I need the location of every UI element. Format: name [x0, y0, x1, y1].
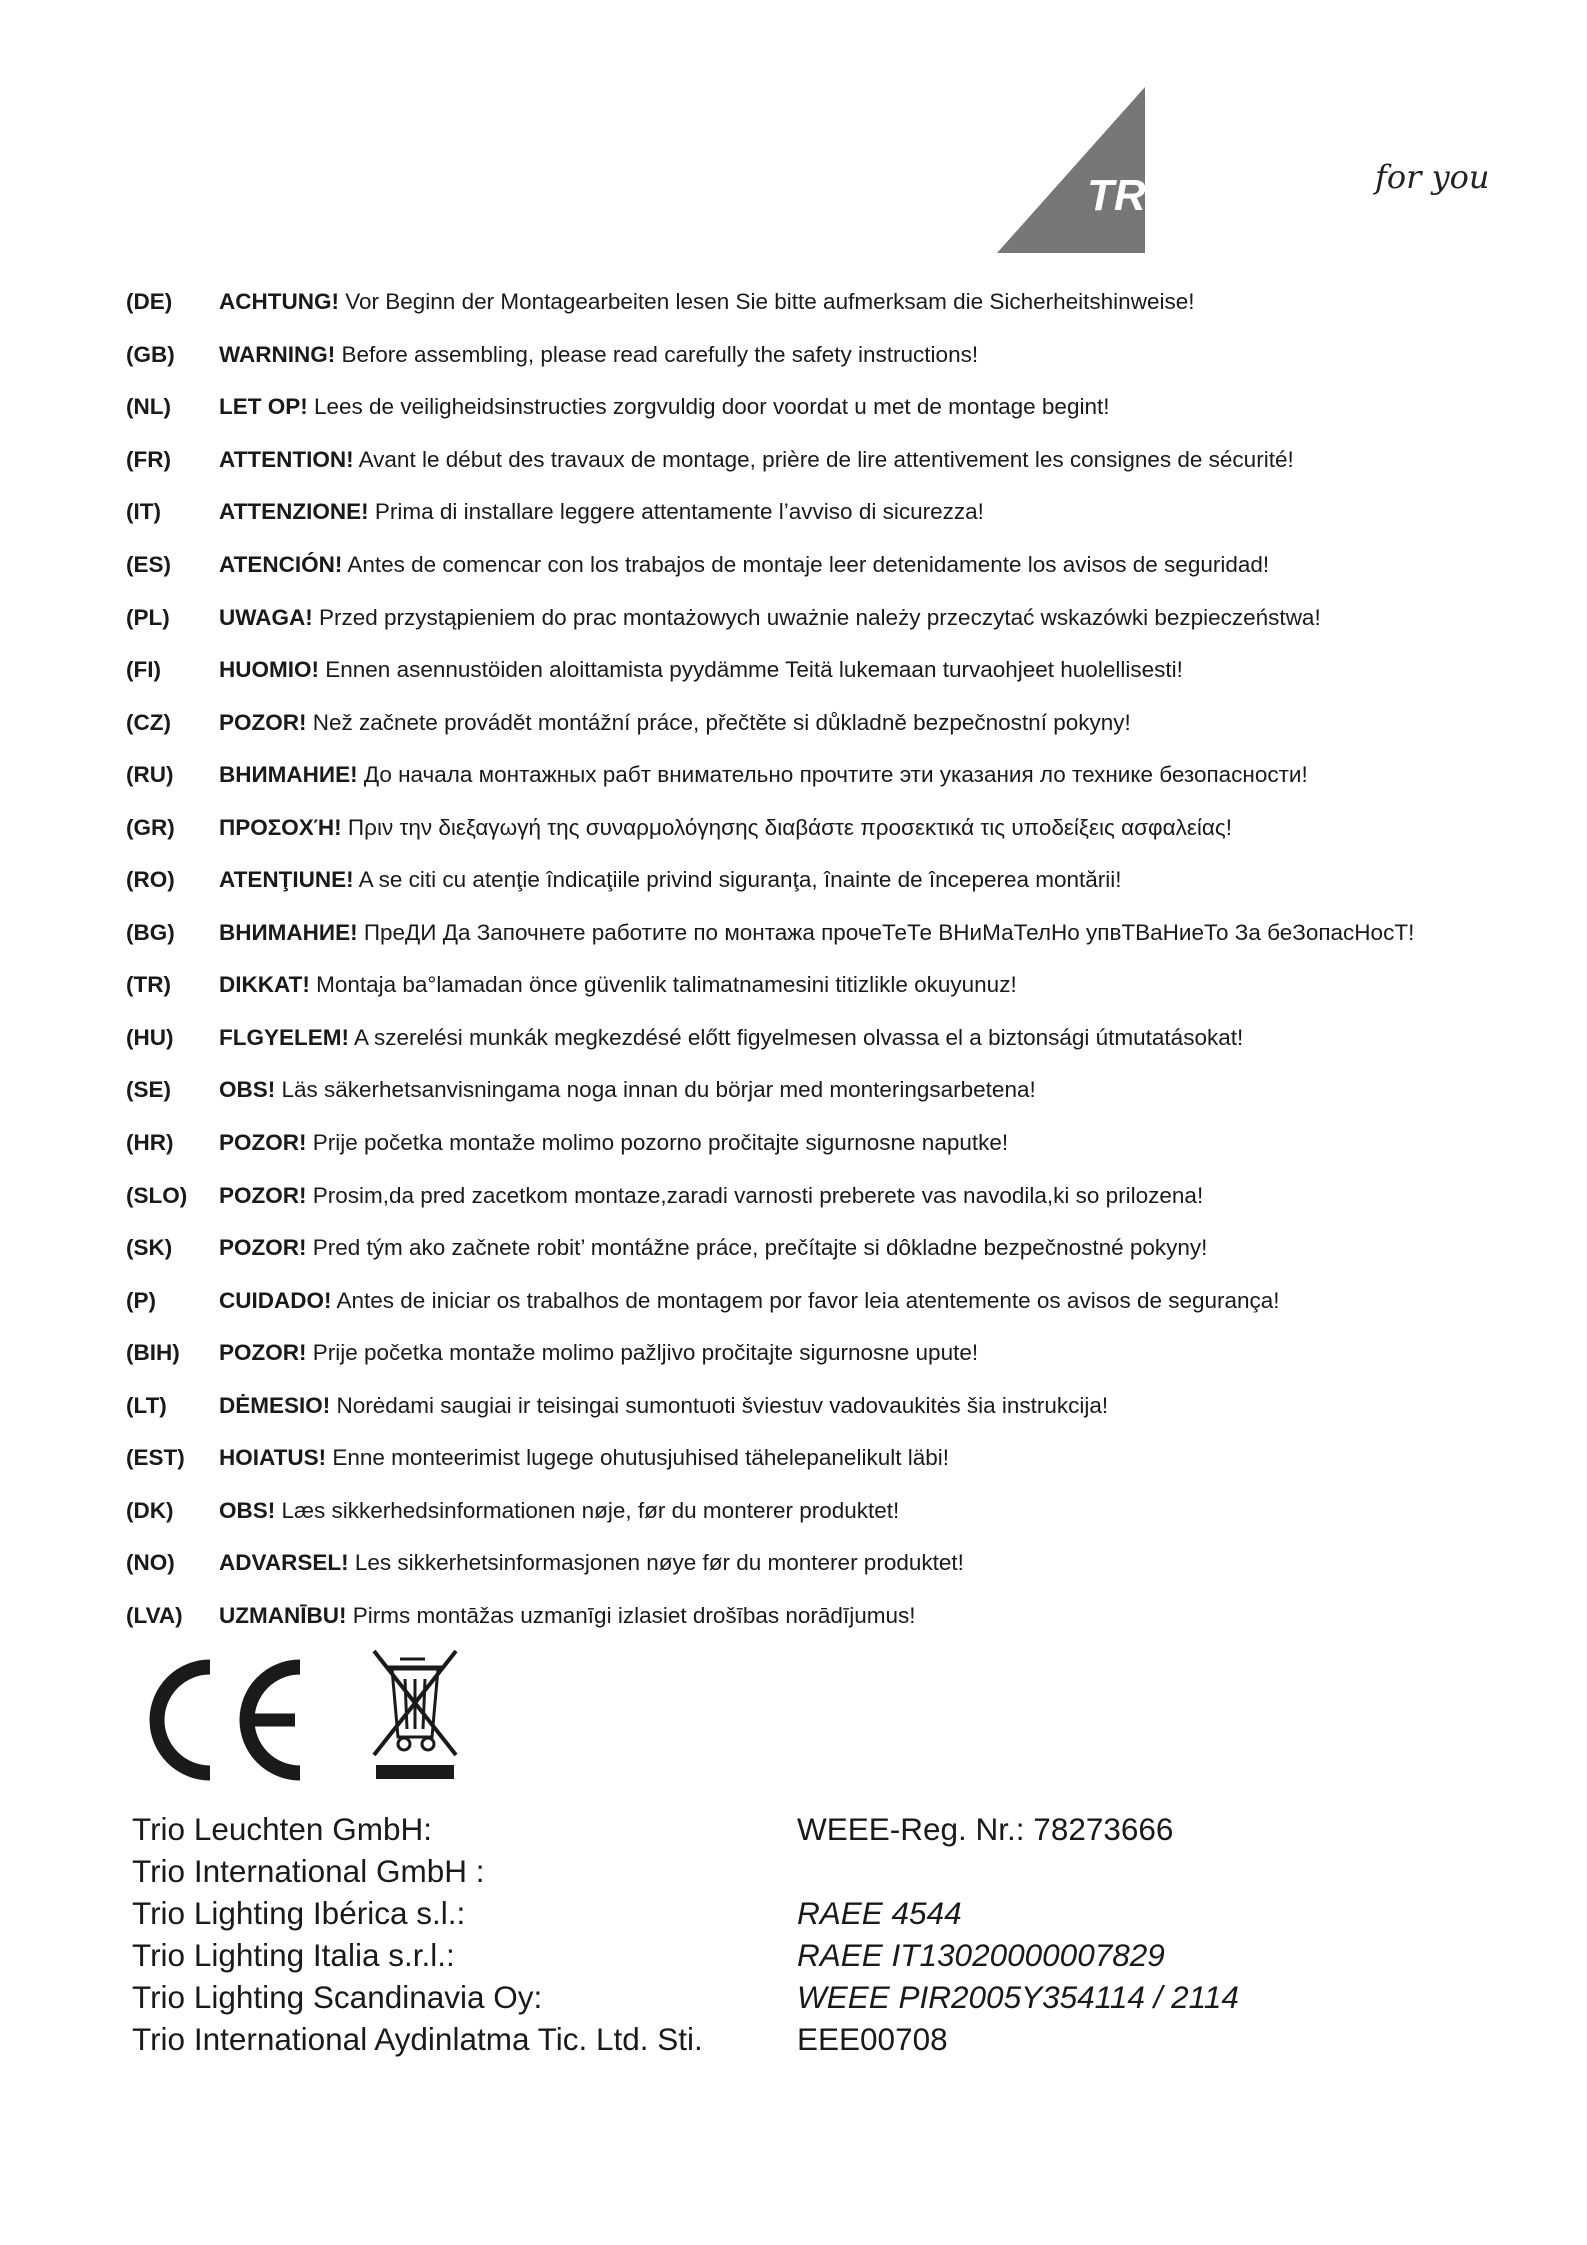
- language-code: (NO): [126, 1550, 175, 1576]
- warning-text: Prije početka montaže molimo pozorno pročitajte sigurnosne naputke!: [306, 1130, 1009, 1156]
- warning-row: [126, 959, 1546, 1012]
- warning-message: [219, 867, 1122, 893]
- language-code: (DK): [126, 1497, 174, 1523]
- warning-text: Prosim,da pred zacetkom montaze,zaradi varnosti preberete vas navodila,ki so prilozena!: [306, 1182, 1204, 1208]
- warning-message: [219, 1498, 899, 1524]
- warning-row: [126, 434, 1546, 487]
- warning-row: [126, 1327, 1546, 1380]
- warning-message: [219, 920, 1414, 946]
- warning-message: [219, 972, 1017, 998]
- company-registration: RAEE IT13020000007829: [797, 1937, 1165, 1973]
- warning-heading: LET OP!: [219, 394, 308, 420]
- company-name: Trio Lighting Ibérica s.l.:: [132, 1895, 466, 1931]
- warning-text: Before assembling, please read carefully the safety instructions!: [335, 341, 979, 367]
- ce-mark-icon: [140, 1655, 320, 1785]
- warning-heading: POZOR!: [219, 1235, 307, 1261]
- warning-row: [126, 1590, 1546, 1643]
- warning-heading: WARNING!: [219, 341, 336, 367]
- warning-text: ПреДИ Да Започнете работите по монтажа прочеТеТе ВНиМаТелНо упвТВаНиеТо За беЗопасНосТ!: [357, 919, 1415, 945]
- language-code: (RU): [126, 762, 174, 788]
- language-code: (SLO): [126, 1182, 188, 1208]
- warning-row: [126, 1379, 1546, 1432]
- language-code: (FR): [126, 446, 171, 472]
- warning-row: [126, 644, 1546, 697]
- company-registration: [797, 1850, 1239, 1892]
- warning-message: [219, 499, 984, 525]
- warning-message: [219, 1340, 978, 1366]
- warning-row: [126, 276, 1546, 329]
- warning-text: Antes de iniciar os trabalhos de montagem por favor leia atentemente os avisos de segurança!: [331, 1287, 1280, 1313]
- warning-message: [219, 1025, 1243, 1051]
- warning-row: [126, 696, 1546, 749]
- company-name: Trio Leuchten GmbH:: [132, 1811, 432, 1847]
- warning-heading: HUOMIO!: [219, 657, 319, 683]
- warning-heading: FLGYELEM!: [219, 1024, 349, 1050]
- language-code: (TR): [126, 972, 171, 998]
- warning-row: [126, 1274, 1546, 1327]
- language-code: (GB): [126, 341, 175, 367]
- warning-row: [126, 1117, 1546, 1170]
- company-registration: RAEE 4544: [797, 1895, 962, 1931]
- language-code: (FI): [126, 657, 161, 683]
- warning-heading: ATTENZIONE!: [219, 499, 369, 525]
- company-name: Trio Lighting Scandinavia Oy:: [132, 1979, 543, 2015]
- warning-heading: OBS!: [219, 1077, 276, 1103]
- warning-message: [219, 657, 1183, 683]
- warning-row: [126, 486, 1546, 539]
- warning-row: [126, 1222, 1546, 1275]
- warning-heading: ACHTUNG!: [219, 289, 339, 315]
- warning-message: [219, 447, 1294, 473]
- company-registration: WEEE-Reg. Nr.: 78273666: [797, 1811, 1174, 1847]
- language-code: (CZ): [126, 709, 171, 735]
- warning-message: [219, 1445, 949, 1471]
- warning-message: [219, 1183, 1203, 1209]
- warning-row: [126, 381, 1546, 434]
- language-code: (SK): [126, 1235, 173, 1261]
- warning-row: [126, 1485, 1546, 1538]
- warning-text: Antes de comencar con los trabajos de montaje leer detenidamente los avisos de seguridad!: [342, 552, 1270, 577]
- warning-heading: POZOR!: [219, 1340, 307, 1366]
- warning-heading: OBS!: [219, 1497, 276, 1523]
- warning-heading: ADVARSEL!: [219, 1550, 349, 1576]
- warning-heading: ВНИМАНИЕ!: [219, 919, 358, 945]
- language-code: (PL): [126, 604, 170, 630]
- warning-row: [126, 801, 1546, 854]
- warning-row: [126, 907, 1546, 960]
- company-registration: WEEE PIR2005Y354114 / 2114: [797, 1979, 1239, 2015]
- warning-text: Prije početka montaže molimo pažljivo pročitajte sigurnosne upute!: [306, 1340, 979, 1366]
- warning-text: Norėdami saugiai ir teisingai sumontuoti šviestuv vadovaukitės šia instrukcija!: [330, 1392, 1109, 1418]
- tagline: for you: [1375, 158, 1490, 196]
- warning-heading: ATENCIÓN!: [219, 552, 343, 577]
- warning-message: [219, 1130, 1008, 1156]
- logo-text: TRIO: [1087, 171, 1193, 220]
- warning-heading: DĖMESIO!: [219, 1392, 331, 1418]
- warning-heading: ATTENTION!: [219, 446, 354, 472]
- warning-heading: CUIDADO!: [219, 1287, 332, 1313]
- warning-message: [219, 342, 978, 368]
- warning-text: Než začnete provádět montážní práce, přečtěte si důkladně bezpečnostní pokyny!: [306, 709, 1131, 735]
- weee-bin-icon: [370, 1647, 460, 1782]
- trio-logo: [995, 85, 1195, 255]
- warning-heading: UWAGA!: [219, 604, 313, 630]
- warning-heading: DIKKAT!: [219, 972, 310, 998]
- company-name: Trio Lighting Italia s.r.l.:: [132, 1937, 455, 1973]
- logo-triangle: [997, 87, 1145, 253]
- warning-text: Avant le début des travaux de montage, prière de lire attentivement les consignes de sécurité!: [353, 446, 1294, 472]
- warning-row: [126, 854, 1546, 907]
- warning-message: [219, 1077, 1036, 1103]
- warning-text: Pred tým ako začnete robit’ montážne práce, prečítajte si dôkladne bezpečnostné pokyny!: [306, 1235, 1208, 1261]
- warning-message: [219, 762, 1308, 788]
- warning-text: Les sikkerhetsinformasjonen nøye før du monterer produktet!: [348, 1550, 964, 1576]
- warning-row: [126, 1432, 1546, 1485]
- warning-text: До начала монтажных рабт внимательно прочтите эти указания ло технике безопасности!: [357, 762, 1308, 788]
- language-code: (IT): [126, 499, 161, 525]
- warning-row: [126, 329, 1546, 382]
- warning-row: [126, 1012, 1546, 1065]
- company-list: [132, 1808, 703, 2060]
- language-code: (BG): [126, 919, 175, 945]
- language-code: (LT): [126, 1392, 167, 1418]
- warning-message: [219, 289, 1194, 315]
- warning-message: [219, 1550, 964, 1576]
- warning-message: [219, 815, 1232, 841]
- warning-text: A szerelési munkák megkezdésé előtt figyelmesen olvassa el a biztonsági útmutatásokat!: [349, 1024, 1244, 1050]
- warning-message: [219, 1288, 1280, 1314]
- company-name: Trio International GmbH :: [132, 1853, 485, 1889]
- warning-row: [126, 591, 1546, 644]
- warning-heading: HOIATUS!: [219, 1445, 327, 1471]
- language-code: (NL): [126, 394, 171, 420]
- warning-text: Pirms montāžas uzmanīgi izlasiet drošības norādījumus!: [346, 1602, 916, 1628]
- warning-text: Montaja ba°lamadan önce güvenlik talimatnamesini titizlikle okuyunuz!: [309, 972, 1017, 998]
- language-code: (EST): [126, 1445, 185, 1471]
- warning-row: [126, 749, 1546, 802]
- warning-heading: POZOR!: [219, 1130, 307, 1156]
- warning-heading: ATENŢIUNE!: [219, 867, 354, 893]
- language-code: (P): [126, 1287, 156, 1313]
- warning-text: Enne monteerimist lugege ohutusjuhised tähelepanelikult läbi!: [326, 1445, 949, 1471]
- warning-heading: POZOR!: [219, 1182, 307, 1208]
- warning-heading: ВНИМАНИЕ!: [219, 762, 358, 788]
- warning-text: Πριν την διεξαγωγή της συναρμολόγησης διαβάστε προσεκτικά τις υποδείξεις ασφαλείας!: [341, 814, 1232, 840]
- warning-heading: POZOR!: [219, 709, 307, 735]
- warning-text: Läs säkerhetsanvisningama noga innan du börjar med monteringsarbetena!: [275, 1077, 1036, 1103]
- warning-row: [126, 1537, 1546, 1590]
- warning-message: [219, 710, 1131, 736]
- warning-text: Lees de veiligheidsinstructies zorgvuldig door voordat u met de montage begint!: [307, 394, 1110, 420]
- language-code: (LVA): [126, 1602, 183, 1628]
- safety-warnings-list: [126, 276, 1546, 1642]
- company-registration: EEE00708: [797, 2021, 948, 2057]
- language-code: (BIH): [126, 1340, 180, 1366]
- company-name: Trio International Aydinlatma Tic. Ltd. Sti.: [132, 2021, 703, 2057]
- warning-heading: UZMANĪBU!: [219, 1602, 347, 1628]
- warning-row: [126, 539, 1546, 592]
- warning-message: [219, 1603, 915, 1629]
- language-code: (HR): [126, 1130, 174, 1156]
- warning-message: [219, 394, 1109, 420]
- language-code: (DE): [126, 289, 173, 315]
- language-code: (SE): [126, 1077, 171, 1103]
- warning-message: [219, 605, 1321, 631]
- language-code: (ES): [126, 552, 171, 577]
- warning-text: Læs sikkerhedsinformationen nøje, før du monterer produktet!: [275, 1497, 900, 1523]
- warning-text: Prima di installare leggere attentamente l’avviso di sicurezza!: [368, 499, 984, 525]
- warning-message: [219, 552, 1269, 578]
- language-code: (GR): [126, 814, 175, 840]
- warning-text: A se citi cu atenţie îndicaţiile privind siguranţa, înainte de începerea montării!: [353, 867, 1122, 893]
- language-code: (HU): [126, 1024, 174, 1050]
- language-code: (RO): [126, 867, 175, 893]
- warning-row: [126, 1064, 1546, 1117]
- warning-text: Ennen asennustöiden aloittamista pyydämme Teitä lukemaan turvaohjeet huolellisesti!: [319, 657, 1183, 683]
- registration-list: [797, 1808, 1239, 2060]
- warning-row: [126, 1169, 1546, 1222]
- warning-heading: ΠΡΟΣΟΧΉ!: [219, 814, 342, 840]
- warning-text: Przed przystąpieniem do prac montażowych uważnie należy przeczytać wskazówki bezpieczeństwa!: [312, 604, 1321, 630]
- warning-message: [219, 1235, 1207, 1261]
- warning-text: Vor Beginn der Montagearbeiten lesen Sie bitte aufmerksam die Sicherheitshinweise!: [338, 289, 1195, 315]
- warning-message: [219, 1393, 1108, 1419]
